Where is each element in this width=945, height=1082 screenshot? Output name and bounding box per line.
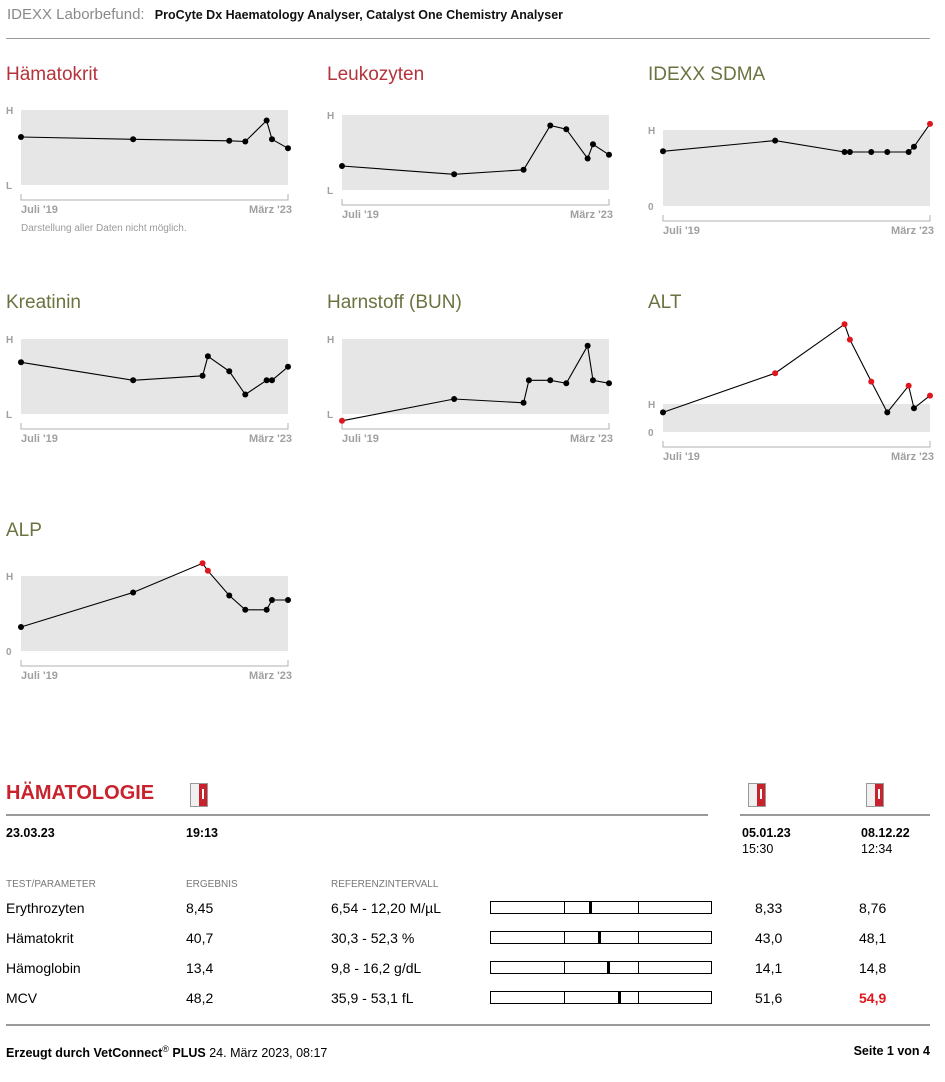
prev-value-2: 14,8	[859, 960, 887, 976]
param-name: Hämatokrit	[6, 930, 74, 946]
prev-date-1: 05.01.23	[742, 826, 791, 840]
data-point	[521, 400, 527, 406]
data-point	[285, 597, 291, 603]
data-point	[130, 377, 136, 383]
data-point	[660, 409, 666, 415]
y-label-low: L	[327, 410, 334, 421]
data-point	[842, 149, 848, 155]
reference-band	[21, 110, 288, 185]
prev-value-1: 14,1	[755, 960, 783, 976]
trend-chart-1	[6, 105, 293, 219]
trend-chart-7	[6, 558, 293, 685]
x-label-end: März '23	[570, 209, 613, 221]
data-point	[226, 138, 232, 144]
data-point	[585, 156, 591, 162]
x-label-start: Juli '19	[21, 204, 58, 216]
reference-range-bar	[490, 931, 712, 944]
range-divider	[638, 962, 639, 973]
data-point	[884, 409, 890, 415]
range-divider	[564, 962, 565, 973]
data-point	[868, 149, 874, 155]
data-point	[606, 152, 612, 158]
result-marker	[598, 932, 601, 943]
data-point	[339, 418, 345, 424]
data-point	[205, 568, 211, 574]
data-point	[242, 392, 248, 398]
series-line	[663, 324, 930, 412]
result-marker	[618, 992, 621, 1003]
range-divider	[564, 932, 565, 943]
y-label-low: L	[6, 410, 13, 421]
y-label-low: 0	[648, 202, 654, 213]
reference-band	[342, 115, 609, 190]
prev-value-1: 51,6	[755, 990, 783, 1006]
y-label-high: H	[6, 106, 14, 117]
chart-note: Darstellung aller Daten nicht möglich.	[21, 223, 187, 234]
data-point	[451, 396, 457, 402]
x-label-start: Juli '19	[342, 433, 379, 445]
table-row	[0, 990, 945, 1010]
data-point	[842, 321, 848, 327]
data-point	[847, 337, 853, 343]
x-label-end: März '23	[570, 433, 613, 445]
footer-reg: ®	[162, 1044, 169, 1054]
footer-vetconnect: Erzeugt durch VetConnect	[6, 1046, 163, 1061]
data-point	[451, 171, 457, 177]
chart-title: ALT	[648, 292, 682, 313]
time-axis	[342, 423, 609, 429]
x-label-end: März '23	[249, 670, 292, 682]
result-value: 8,45	[186, 900, 214, 916]
y-label-high: H	[327, 335, 335, 346]
result-value: 48,2	[186, 990, 214, 1006]
data-point	[18, 134, 24, 140]
param-name: Hämoglobin	[6, 960, 81, 976]
footer-plus: PLUS	[172, 1046, 206, 1061]
y-label-high: H	[6, 572, 14, 583]
reference-interval: 30,3 - 52,3 %	[331, 930, 415, 946]
data-point	[884, 149, 890, 155]
prev-time-2: 12:34	[861, 842, 893, 856]
data-point	[264, 118, 270, 124]
prev-time-1: 15:30	[742, 842, 774, 856]
report-document-icon[interactable]	[190, 783, 208, 807]
data-point	[18, 624, 24, 630]
trend-chart-5	[327, 334, 614, 448]
range-divider	[638, 932, 639, 943]
col-head-ref: REFERENZINTERVALL	[331, 879, 439, 890]
reference-interval: 6,54 - 12,20 M/µL	[331, 900, 442, 916]
data-point	[339, 163, 345, 169]
x-label-start: Juli '19	[342, 209, 379, 221]
data-point	[585, 343, 591, 349]
data-point	[269, 377, 275, 383]
data-point	[264, 607, 270, 613]
report-document-icon-prev-1[interactable]	[748, 783, 766, 807]
y-label-high: H	[6, 335, 14, 346]
result-marker	[607, 962, 610, 973]
chart-title: Kreatinin	[6, 292, 81, 313]
data-point	[200, 560, 206, 566]
chart-title: ALP	[6, 520, 42, 541]
time-axis	[663, 215, 930, 221]
y-label-low: L	[327, 186, 334, 197]
data-point	[911, 405, 917, 411]
data-point	[606, 380, 612, 386]
data-point	[130, 136, 136, 142]
range-divider	[638, 992, 639, 1003]
current-date: 23.03.23	[6, 826, 55, 840]
data-point	[200, 373, 206, 379]
prev-value-1: 8,33	[755, 900, 783, 916]
reference-interval: 35,9 - 53,1 fL	[331, 990, 414, 1006]
x-label-start: Juli '19	[663, 225, 700, 237]
data-point	[269, 597, 275, 603]
y-label-high: H	[648, 126, 656, 137]
page-number: Seite 1 von 4	[853, 1044, 930, 1058]
header-divider	[6, 38, 930, 39]
result-value: 13,4	[186, 960, 214, 976]
data-point	[264, 377, 270, 383]
range-divider	[564, 902, 565, 913]
trend-chart-6	[648, 312, 935, 466]
data-point	[772, 370, 778, 376]
footer-timestamp: 24. März 2023, 08:17	[209, 1046, 328, 1061]
data-point	[269, 136, 275, 142]
y-label-low: 0	[6, 647, 12, 658]
table-row	[0, 930, 945, 950]
data-point	[590, 141, 596, 147]
data-point	[226, 593, 232, 599]
prev-value-2: 54,9	[859, 990, 887, 1006]
data-point	[521, 167, 527, 173]
reference-range-bar	[490, 991, 712, 1004]
current-time: 19:13	[186, 826, 218, 840]
chart-title: Hämatokrit	[6, 64, 98, 85]
prev-value-2: 48,1	[859, 930, 887, 946]
chart-title: Harnstoff (BUN)	[327, 292, 462, 313]
section-divider-prev	[740, 814, 930, 816]
y-label-high: H	[648, 400, 656, 411]
footer-divider	[6, 1024, 930, 1026]
analyzer-names: ProCyte Dx Haematology Analyser, Catalyst One Chemistry Analyser	[154, 8, 564, 22]
data-point	[547, 123, 553, 129]
col-head-param: TEST/PARAMETER	[6, 879, 96, 890]
data-point	[906, 149, 912, 155]
reference-band	[342, 339, 609, 414]
x-label-end: März '23	[249, 204, 292, 216]
trend-chart-3	[648, 121, 935, 240]
x-label-start: Juli '19	[663, 451, 700, 463]
section-title: HÄMATOLOGIE	[6, 782, 155, 804]
report-document-icon-prev-2[interactable]	[866, 783, 884, 807]
data-point	[868, 379, 874, 385]
data-point	[18, 359, 24, 365]
data-point	[911, 144, 917, 150]
prev-value-2: 8,76	[859, 900, 887, 916]
y-label-low: 0	[648, 428, 654, 439]
chart-title: IDEXX SDMA	[648, 64, 766, 85]
x-label-start: Juli '19	[21, 433, 58, 445]
data-point	[285, 364, 291, 370]
trend-chart-4	[6, 334, 293, 448]
data-point	[847, 149, 853, 155]
reference-interval: 9,8 - 16,2 g/dL	[331, 960, 422, 976]
time-axis	[21, 660, 288, 666]
reference-band	[663, 404, 930, 432]
data-point	[285, 145, 291, 151]
reference-range-bar	[490, 961, 712, 974]
data-point	[590, 377, 596, 383]
reference-band	[21, 576, 288, 651]
report-header	[7, 6, 563, 23]
report-label: IDEXX Laborbefund:	[7, 6, 145, 23]
table-row	[0, 960, 945, 980]
param-name: MCV	[6, 990, 38, 1006]
col-head-result: ERGEBNIS	[186, 879, 238, 890]
time-axis	[21, 194, 288, 200]
prev-date-2: 08.12.22	[861, 826, 910, 840]
x-label-start: Juli '19	[21, 670, 58, 682]
reference-band	[21, 339, 288, 414]
x-label-end: März '23	[891, 225, 934, 237]
y-label-high: H	[327, 111, 335, 122]
result-marker	[589, 902, 592, 913]
data-point	[772, 138, 778, 144]
x-label-end: März '23	[891, 451, 934, 463]
reference-band	[663, 130, 930, 206]
data-point	[660, 148, 666, 154]
time-axis	[663, 441, 930, 447]
table-row	[0, 900, 945, 920]
data-point	[526, 377, 532, 383]
data-point	[242, 139, 248, 145]
data-point	[927, 121, 933, 127]
trend-chart-2	[327, 110, 614, 224]
data-point	[130, 590, 136, 596]
reference-range-bar	[490, 901, 712, 914]
data-point	[927, 393, 933, 399]
data-point	[906, 383, 912, 389]
data-point	[563, 126, 569, 132]
range-divider	[564, 992, 565, 1003]
data-point	[226, 368, 232, 374]
param-name: Erythrozyten	[6, 900, 85, 916]
chart-title: Leukozyten	[327, 64, 425, 85]
data-point	[205, 353, 211, 359]
time-axis	[342, 199, 609, 205]
footer-generator	[6, 1044, 327, 1060]
section-divider	[6, 814, 708, 816]
prev-value-1: 43,0	[755, 930, 783, 946]
range-divider	[638, 902, 639, 913]
data-point	[563, 380, 569, 386]
data-point	[242, 607, 248, 613]
time-axis	[21, 423, 288, 429]
y-label-low: L	[6, 181, 13, 192]
result-value: 40,7	[186, 930, 214, 946]
x-label-end: März '23	[249, 433, 292, 445]
data-point	[547, 377, 553, 383]
